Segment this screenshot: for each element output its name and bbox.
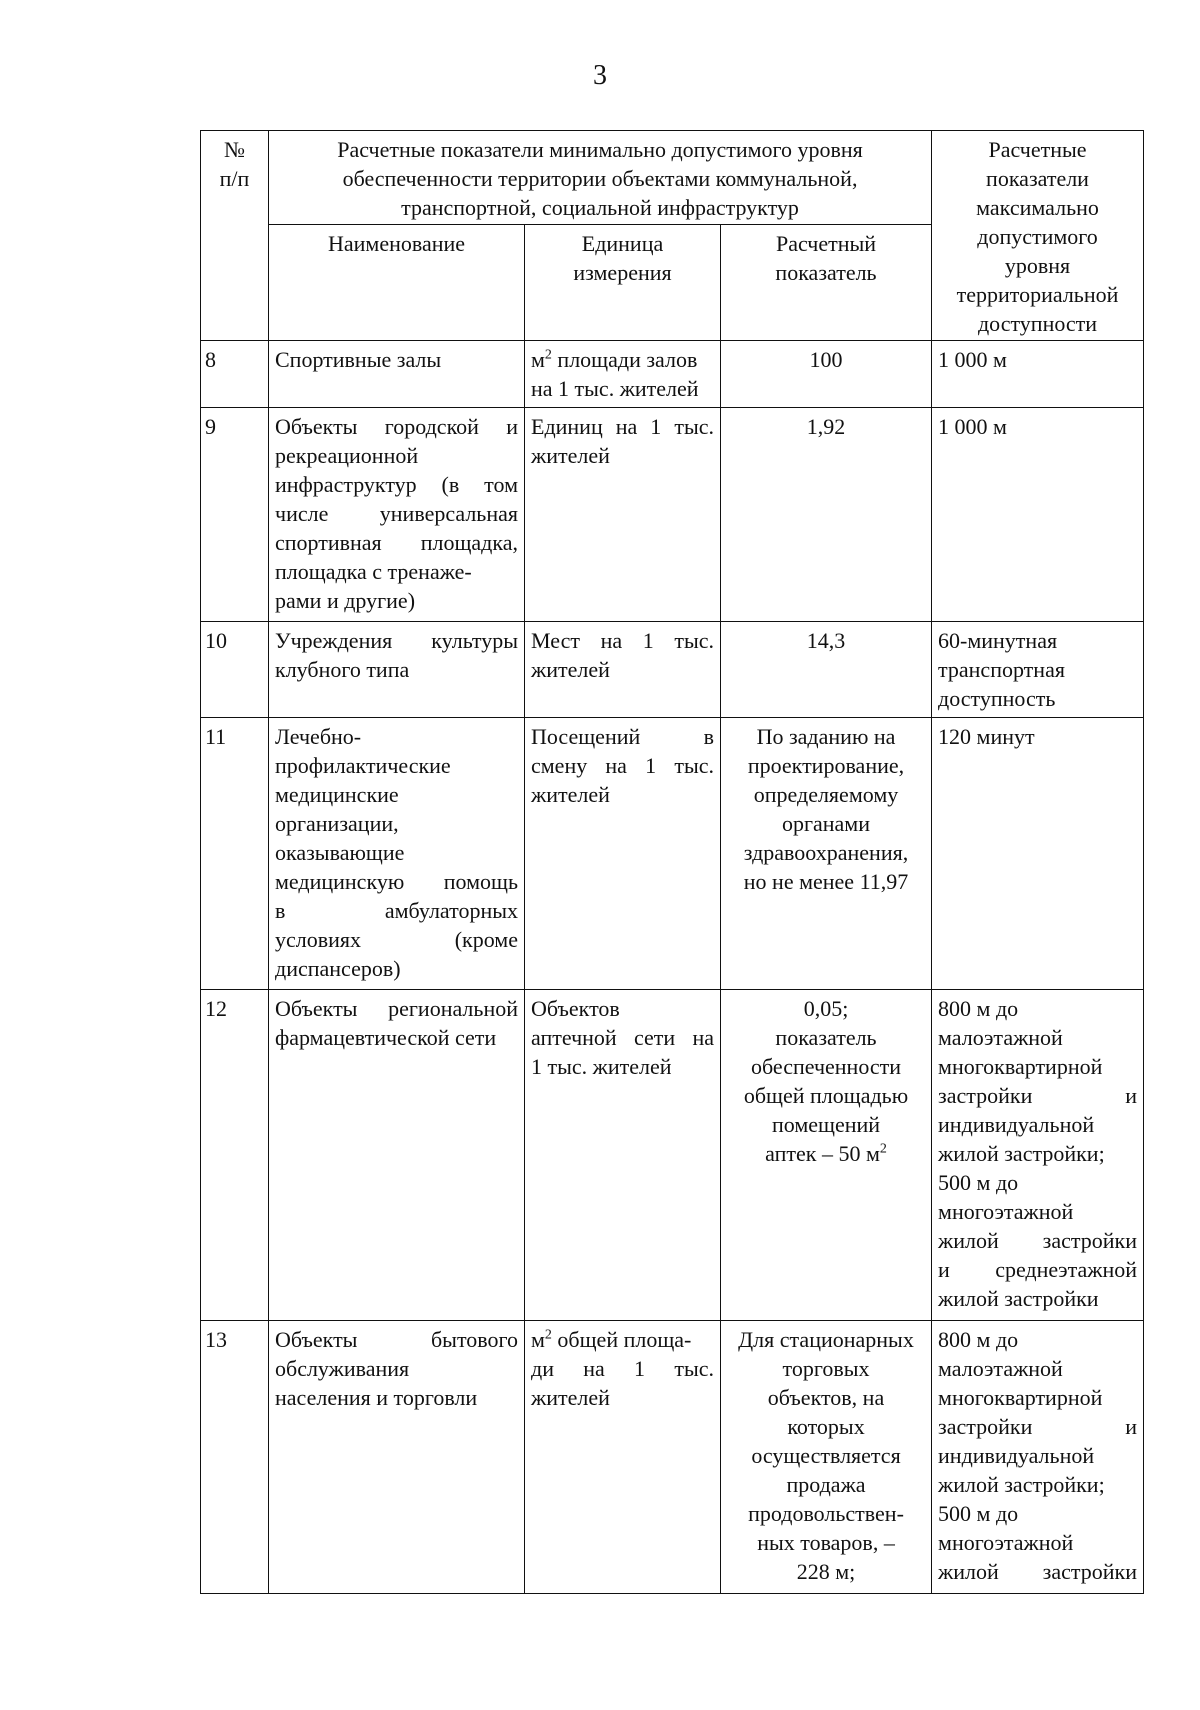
- row-value: Для стационарных торговых объектов, на которых осуществляется продажа продовольствен- ных товаров, – 228 м;: [721, 1321, 932, 1594]
- row-unit: Мест на 1 тыс. жителей: [525, 622, 721, 718]
- row-num: 12: [201, 990, 269, 1321]
- row-name: Объекты региональной фармацевтической сети: [269, 990, 525, 1321]
- table-row: [201, 341, 1144, 408]
- indicators-table: [200, 130, 1144, 1594]
- table-row: [201, 990, 1144, 1321]
- row-unit: $м^2$ общей площа- ди на 1 тыс. жителей: [525, 1321, 721, 1594]
- row-access: 60-минутная транспортная доступность: [932, 622, 1144, 718]
- row-value: 0,05; показатель обеспеченности общей площадью помещений аптек – 50 $м^2$: [721, 990, 932, 1321]
- row-name: Спортивные залы: [269, 341, 525, 408]
- table-row: [201, 622, 1144, 718]
- row-value: 14,3: [721, 622, 932, 718]
- row-access: 1 000 м: [932, 408, 1144, 622]
- row-num: 10: [201, 622, 269, 718]
- header-min-group: Расчетные показатели минимально допустимого уровня обеспеченности территории объектами коммунальной, транспортной, социальной инфраструктур: [269, 131, 932, 225]
- row-value: По заданию на проектирование, определяемому органами здравоохранения, но не менее 11,97: [721, 718, 932, 990]
- row-unit: $м^2$ площади залов на 1 тыс. жителей: [525, 341, 721, 408]
- header-max-access: Расчетные показатели максимально допустимого уровня территориальной доступности: [932, 131, 1144, 341]
- row-num: 13: [201, 1321, 269, 1594]
- row-access: 800 м до малоэтажной многоквартирной застройки и индивидуальной жилой застройки; 500 м до многоэтажной жилой застройки и среднеэтажной жилой застройки: [932, 990, 1144, 1321]
- row-unit: Объектов аптечной сети на 1 тыс. жителей: [525, 990, 721, 1321]
- row-num: 8: [201, 341, 269, 408]
- row-access: 800 м до малоэтажной многоквартирной застройки и индивидуальной жилой застройки; 500 м до многоэтажной жилой застройки: [932, 1321, 1144, 1594]
- row-value: 100: [721, 341, 932, 408]
- row-unit: Посещений в смену на 1 тыс. жителей: [525, 718, 721, 990]
- row-name: Объекты бытового обслуживания населения и торговли: [269, 1321, 525, 1594]
- row-num: 9: [201, 408, 269, 622]
- header-num: № п/п: [201, 131, 269, 341]
- row-access: 1 000 м: [932, 341, 1144, 408]
- header-value: Расчетный показатель: [721, 225, 932, 341]
- header-row: [201, 131, 1144, 225]
- row-access: 120 минут: [932, 718, 1144, 990]
- page-number: 3: [593, 60, 607, 91]
- table-row: [201, 408, 1144, 622]
- table-row: [201, 1321, 1144, 1594]
- row-value: 1,92: [721, 408, 932, 622]
- row-name: Объекты городской и рекреационной инфраструктур (в том числе универсальная спортивная площадка, площадка с тренаже- рами и другие): [269, 408, 525, 622]
- row-name: Лечебно- профилактические медицинские организации, оказывающие медицинскую помощь в амбулаторных условиях (кроме диспансеров): [269, 718, 525, 990]
- header-name: Наименование: [269, 225, 525, 341]
- row-name: Учреждения культуры клубного типа: [269, 622, 525, 718]
- table-row: [201, 718, 1144, 990]
- header-unit: Единица измерения: [525, 225, 721, 341]
- row-num: 11: [201, 718, 269, 990]
- row-unit: Единиц на 1 тыс. жителей: [525, 408, 721, 622]
